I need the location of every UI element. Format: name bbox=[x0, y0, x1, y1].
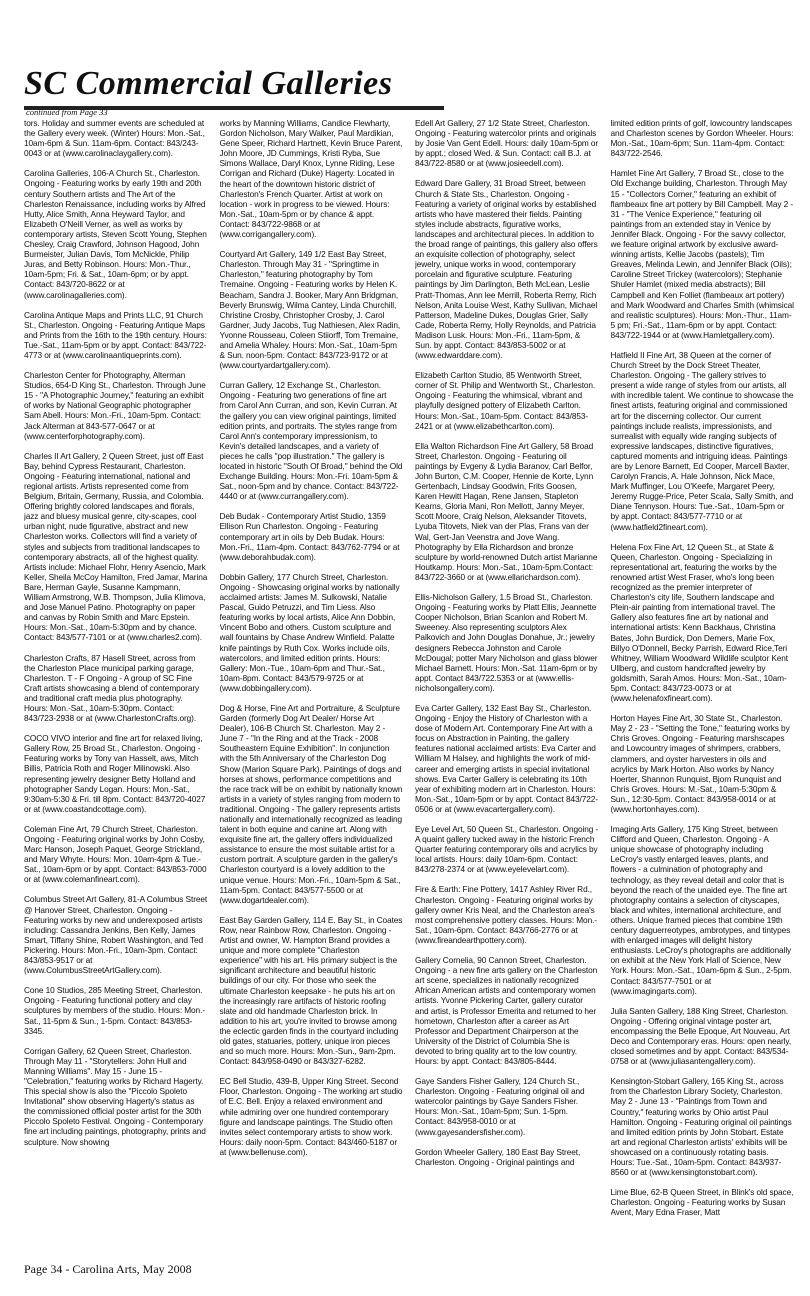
continued-note: continued from Page 33 bbox=[26, 107, 108, 117]
gallery-entry: Helena Fox Fine Art, 12 Queen St., at State & Queen, Charleston. Ongoing - Specializing in representational art, featuring the works by the renowned artist West Fraser, who's long been recognized as the premier interpreter of Charleston's city life, Southern landscape and Plein-air painting from international travel. The Gallery also features fine art by national and international artists: Kenn Backhaus, Christina Bates, John Burdick, Don Demers, Marie Fox, Billyo O'Donnell, Becky Parrish, Edward Rice,Teri Whitney, William Woodward Wildlife sculptor Kent Ullberg, and custom handcrafted jewelry by goldsmith, Sarah Amos. Hours: Mon.-Sat., 10am-5pm. Contact: 843/723-0073 or at (www.helenafoxfineart.com). bbox=[610, 541, 788, 704]
gallery-entry: Charleston Center for Photography, Alterman Studios, 654-D King St., Charleston. Through June 15 - "A Photographic Journey," featuring an exhibit of works by National Geographic photographer Sam Abell. Hours: Mon.-Fri., 10am-5pm. Contact: Jack Alterman at 843-577-0647 or at (www.centerforphotography.com). bbox=[24, 370, 206, 441]
gallery-entry: Coleman Fine Art, 79 Church Street, Charleston. Ongoing - Featuring original works by John Cosby, Marc Hanson, Joseph Paquet, George Strickland, and Mary Whyte. Hours: Mon. 10am-4pm & Tue.-Sat., 10am-6pm or by appt. Contact: 843/853-7000 or at (www.colemanfineart.com). bbox=[24, 823, 207, 885]
gallery-entry: Charleston Crafts, 87 Hasell Street, across from the Charleston Place municipal parking garage, Charleston. T - F Ongoing - A group of SC Fine Craft artists showcasing a blend of contemporary and traditional craft media plus photography. Hours: Mon.-Sat., 10am-5:30pm. Contact: 843/723-2938 or at (www.CharlestonCrafts.org). bbox=[24, 652, 200, 724]
column-3 bbox=[415, 118, 599, 1258]
gallery-entry: Imaging Arts Gallery, 175 King Street, between Clifford and Queen, Charleston. Ongoing - A unique showcase of photography including LeCroy's vastly enlarged leaves, plants, and flowers - a culmination of photography and technology, as they reveal detail and color that is beyond the reach of the unaided eye. The fine art photography contains a selection of cityscapes, black and whites, international architecture, and others. Unique framed pieces that combine 19th century daguerreotypes, ambrotypes, and tintypes with enlarged images will delight history enthusiasts. LeCroy's photographs are additionally on exhibit at the New York Hall of Science, New York. Hours: Mon.-Sat., 10am-6pm & Sun., 2-5pm. Contact: 843/577-7501 or at (www.imagingarts.com). bbox=[610, 824, 792, 996]
gallery-entry: Kensington-Stobart Gallery, 165 King St., across from the Charleston Library Society, Charleston. May 2 - June 13 - "Paintings from Town and Country," featuring works by Ohio artist Paul Hamilton. Ongoing - Featuring original oil paintings and limited edition prints by John Stobart. Estate art and regional Charleston artists' exhibits will be showcased on a continuously rotating basis. Hours: Tue.-Sat., 10am-5pm. Contact: 843/937-8560 or at (www.kensingtonstobart.com). bbox=[610, 1076, 792, 1178]
gallery-entry: Fire & Earth: Fine Pottery, 1417 Ashley River Rd., Charleston. Ongoing - Featuring original works by gallery owner Kris Neal, and the Charleston area's most comprehensive pottery classes. Hours: Mon.-Sat., 10am-6pm. Contact: 843/766-2776 or at (www.fireandearthpottery.com). bbox=[415, 884, 597, 945]
gallery-entry: Curran Gallery, 12 Exchange St., Charleston. Ongoing - Featuring two generations of fine art from Carol Ann Curran, and son, Kevin Curran. At the gallery you can view original paintings, limited edition prints, and portraits. The styles range from Carol Ann's contemporary impressionism, to Kevin's detailed landscapes, and a variety of pieces he calls "pop illustration." The gallery is located in historic "South Of Broad," behind the Old Exchange Building. Hours: Mon.-Fri. 10am-5pm & Sat., noon-5pm and by chance. Contact: 843/722-4440 or at (www.currangallery.com). bbox=[219, 380, 403, 502]
gallery-entry: Columbus Street Art Gallery, 81-A Columbus Street @ Hanover Street, Charleston. Ongoing - Featuring works by new and underexposed artists including: Cassandra Jenkins, Ben Kelly, James Smart, Tiffany Shine, Robert Washington, and Ted Pickering. Hours: Mon.-Fri., 10am-3pm. Contact: 843/853-9517 or at (www.ColumbusStreetArtGallery.com). bbox=[24, 894, 208, 976]
gallery-entry: Hatfield II Fine Art, 38 Queen at the corner of Church Street by the Dock Street Theater, Charleston. Ongoing - The gallery strives to present a wide range of styles from our artists, all with incredible talent. We continue to showcase the finest artists, featuring original and commissioned art for the discerning collector. Our current paintings include realists, impressionists, and surrealist with equally wide ranging subjects of expressive landscapes, distinctive figuratives, captured moments and intriguing ideas. Paintings are by Lenore Barnett, Ed Cooper, Marcell Baxter, Carolyn Francis, A. Hale Johnson, Nick Mace, Mark Muffinger, Lou O'Keefe, Margaret Peery, Jeremy Rugge-Price, Peter Scala, Sally Smith, and Diane Tennyson. Hours: Tue.-Sat., 10am-5pm or by appt. Contact: 843/577-7710 or at (www.hatfield2fineart.com). bbox=[610, 349, 794, 532]
gallery-entry: Gordon Wheeler Gallery, 180 East Bay Street, Charleston. Ongoing - Original paintings and bbox=[415, 1146, 581, 1167]
section-title: SC Commercial Galleries bbox=[24, 65, 393, 102]
column-4 bbox=[611, 118, 795, 1258]
gallery-entry: Dobbin Gallery, 177 Church Street, Charleston. Ongoing - Showcasing original works by nationally acclaimed artists: James M. Sulkowski, Natalie Pascal, Guido Petruzzi, and Tim Liess. Also featuring works by local artists, Alice Ann Dobbin, Vincent Bobo and others. Custom sculpture and wall fountains by Chase Andrew Winfield. Palatte knife paintings by Ruth Cox. Works include oils, watercolors, and limited edition prints. Hours: Gallery: Mon.-Tue., 10am-6pm and Thur.-Sat., 10am-8pm. Contact: 843/579-9725 or at (www.dobbingallery.com). bbox=[219, 571, 400, 693]
gallery-entry: Courtyard Art Gallery, 149 1/2 East Bay Street, Charleston. Through May 31 - "Springtime in Charleston," featuring photography by Tom Tremaine. Ongoing - Featuring works by Helen K. Beacham, Sandra J. Booker, Mary Ann Bridgman, Beverly Brunswig, Wilma Cantey, Linda Churchill, Christine Crosby, Christopher Crosby, J. Carol Gardner, Judy Jacobs, Tug Nathiesen, Alex Radin, Yvonne Rousseau, Coleen Stiiorff, Tom Tremaine, and Amelia Whaley. Hours: Mon.-Sat., 10am-5pm & Sun. noon-5pm. Contact: 843/723-9172 or at (www.courtyardartgallery.com). bbox=[219, 249, 401, 371]
gallery-entry: Ella Walton Richardson Fine Art Gallery, 58 Broad Street, Charleston. Ongoing - Featuring oil paintings by Evgeny & Lydia Baranov, Carl Belfor, John Burton, C.M. Cooper, Hennie de Korte, Lynn Gertenbach, Lindsay Goodwin, Frits Goosen, Karen Hewitt Hagan, Rene Jansen, Stapleton Kearns, Gloria Mani, Ron Mellott, Janny Meyer, Scott Moore, Craig Nelson, Aleksander Titovets, Lyuba Titovets, Niek van der Plas, Frans van der Wal, Gert-Jan Veenstra and Jove Wang. Photography by Ella Richardson and bronze sculpture by world-renowned Dutch artist Marianne Houtkamp. Hours: Mon.-Sat., 10am-5pm.Contact: 843/722-3660 or at (www.ellarichardson.com). bbox=[415, 440, 598, 582]
gallery-entry: Corrigan Gallery, 62 Queen Street, Charleston. Through May 11 - "Storytellers: John Hull and Manning Williams". May 15 - June 15 - "Celebration," featuring works by Richard Hagerty. This special show is also the "Piccolo Spoleto Invitational" show observing Hagerty's status as the commissioned official poster artist for the 30th Piccolo Spoleto Festival. Ongoing - Contemporary fine art including paintings, photography, prints and sculpture. Now showing bbox=[24, 1045, 206, 1147]
gallery-entry: Ellis-Nicholson Gallery, 1.5 Broad St., Charleston. Ongoing - Featuring works by Platt Ellis, Jeannette Cooper Nicholson, Brian Scanlon and Robert M. Sweeney. Also representing sculptors Alex Palkovich and John Douglas Donahue, Jr.; jewelry designers Rebecca Johnston and Carole McDougal; potter Mary Nicholson and glass blower Michael Barnett. Hours: Mon.-Sat. 11am-6pm or by appt. Contact 843/722.5353 or at (www.ellis-nicholsongallery.com). bbox=[415, 592, 598, 693]
column-1 bbox=[24, 118, 208, 1258]
gallery-entry: Elizabeth Carlton Studio, 85 Wentworth Street, corner of St. Philip and Wentworth St., Charleston. Ongoing - Featuring the whimsical, vibrant and playfully designed pottery of Elizabeth Carlton. Hours: Mon.-Sat., 10am-5pm. Contact: 843/853-2421 or at (www.elizabethcarlton.com). bbox=[415, 370, 596, 431]
gallery-listing-columns bbox=[24, 118, 794, 1258]
gallery-entry: Carolina Antique Maps and Prints LLC, 91 Church St., Charleston. Ongoing - Featuring Antique Maps and Prints from the 16th to the 19th century. Hours: Tue.-Sat., 11am-5pm or by appt. Contact: 843/722-4773 or at (www.carolinaantiqueprints.com). bbox=[24, 309, 207, 360]
gallery-entry: Edell Art Gallery, 27 1/2 State Street, Charleston. Ongoing - Featuring watercolor prints and originals by Josie Van Gent Edell. Hours: daily 10am-5pm or by appt.; closed Wed. & Sun. Contact: call B.J. at 843/722-8580 or at (www.josieedell.com). bbox=[415, 118, 599, 169]
gallery-entry: EC Bell Studio, 439-B, Upper King Street. Second Floor, Charleston. Ongoing - The working art studio of E.C. Bell. Enjoy a relaxed environment and while admiring over one hundred contemporary figure and landscape paintings. The Studio often invites select contemporary artists to show work. Hours: daily noon-5pm. Contact: 843/460-5187 or at (www.bellenuse.com). bbox=[219, 1076, 403, 1157]
section-header bbox=[24, 64, 414, 110]
gallery-entry: Hamlet Fine Art Gallery, 7 Broad St., close to the Old Exchange building, Charleston. Through May 15 - "Collectors Corner," featuring an exhibit of flambeaux fine art pottery by Bill Campbell. May 2 - 31 - "The Venice Experience," featuring oil paintings from an extended stay in Venice by Jennifer Black. Ongoing - For the savvy collector, we feature original artwork by exclusive award-winning artists, Kellie Jacobs (pastels); Tim Greaves, Melinda Lewin, and Jennifer Black (Oils); Caroline Street Trickey (watercolors); Stephanie Shuler Hamlet (mixed media abstracts); Bill Campbell and Ken Folliet (flambeaux art pottery) and Mark Woodward and Charles Smith (whimsical and realistic sculptures). Hours: Mon.-Thur., 11am-5 pm; Fri.-Sat., 11am-6pm or by appt. Contact: 843/722-1944 or at (www.Hamletgallery.com). bbox=[610, 168, 794, 340]
gallery-entry: tors. Holiday and summer events are scheduled at the Gallery every week. (Winter) Hours: Mon.-Sat., 10am-6pm & Sun. 11am-6pm. Contact: 843/243-0043 or at (www.carolinaclaygallery.com). bbox=[24, 118, 205, 159]
gallery-entry: Edward Dare Gallery, 31 Broad Street, between Church & State Sts., Charleston. Ongoing - Featuring a variety of original works by established artists who have mastered their fields. Painting styles include abstracts, figurative works, landscapes and architectural pieces. In addition to the broad range of paintings, this gallery also offers an exquisite collection of photography, select jewelry, unique works in wood, contemporary porcelain and figurative sculpture. Featuring paintings by Jim Darlington, Beth McLean, Leslie Pratt-Thomas, Ann lee Merrill, Roberta Remy, Rich Nelson, Anita Louise West, Kathy Sullivan, Michael Patterson, Madeline Dukes, Douglas Grier, Sally Cade, Roberta Remy, Holly Reynolds, and Patricia Madison Lusk. Hours: Mon.-Fri., 11am-5pm, & Sun. by appt. Contact: 843/853-5002 or at (www.edwarddare.com). bbox=[415, 178, 598, 361]
gallery-entry: Julia Santen Gallery, 188 King Street, Charleston. Ongoing - Offering original vintage poster art, encompassing the Belle Epoque, Art Nouveau, Art Deco and Contemporary eras. Hours: open nearly, closed sometimes and by appt. Contact: 843/534-0758 or at (www.juliasantengallery.com). bbox=[610, 1005, 792, 1067]
gallery-entry: Charles II Art Gallery, 2 Queen Street, just off East Bay, behind Cypress Restaurant, Charleston. Ongoing - Featuring international, national and regional artists. Artists represented come from Belgium, Britain, Germany, Russia, and Colombia. Offering brightly colored landscapes and florals, jazz and bluesy musical genre, city-scapes, cool urban night, nude figurative, abstract and new Charleston works. Collectors will find a variety of styles and subjects from traditional landscapes to contemporary abstracts, all of the highest quality. Artists include: Michael Flohr, Henry Asencio, Mark Keller, Sheila McCoy Hamilton, Fred Jamar, Marina Bare, Herman Gayle, Susanne Kampmann, William Armstrong, W.B. Thompson, Julia Klimova, and Jose Manuel Patino. Photography on paper and canvas by Robin Smith and Marc Epstein. Hours: Mon.-Sat., 10am-5:30pm and by chance. Contact: 843/577-7101 or at (www.charles2.com). bbox=[24, 450, 208, 643]
gallery-entry: Cone 10 Studios, 285 Meeting Street, Charleston. Ongoing - Featuring functional pottery and clay sculptures by members of the studio. Hours: Mon.-Sat., 11-5pm & Sun., 1-5pm. Contact: 843/853-3345. bbox=[24, 985, 205, 1036]
gallery-entry: Lime Blue, 62-B Queen Street, in Blink's old space, Charleston. Ongoing - Featuring works by Susan Avent, Mary Edna Fraser, Matt bbox=[610, 1187, 794, 1218]
gallery-entry: Deb Budak - Contemporary Artist Studio, 1359 Ellison Run Charleston. Ongoing - Featuring contemporary art in oils by Deb Budak. Hours: Mon.-Fri., 11am-4pm. Contact: 843/762-7794 or at (www.deborahbudak.com). bbox=[219, 511, 400, 562]
gallery-entry: Dog & Horse, Fine Art and Portraiture, & Sculpture Garden (formerly Dog Art Dealer/ Horse Art Dealer), 106-B Church St. Charleston. May 2 - June 7 - "In the Ring and at the Track - 2008 Southeastern Equine Exhibition". In conjunction with the 5th Anniversary of the Charleston Dog Show (Marion Square Park). Paintings of dogs and horses at shows, performance competitions and the race track will be on exhibit by nationally known artists in a variety of styles ranging from modern to traditional. Ongoing - The gallery represents artists nationally and internationally recognized as leading talent in both equine and canine art. Along with exquisite fine art, the gallery offers individualized assistance to ensure the most suitable artist for a custom portrait. A sculpture garden in the gallery's Charleston courtyard is a lovely addition to the unique venue. Hours: Mon.-Fri., 10am-5pm & Sat., 11am-5pm. Contact: 843/577-5500 or at (www.dogartdealer.com). bbox=[219, 702, 403, 905]
column-2 bbox=[220, 118, 404, 1258]
gallery-entry: COCO VIVO interior and fine art for relaxed living, Gallery Row, 25 Broad St., Charleston. Ongoing - Featuring works by Tony van Hasselt, aws, Mitch Billis, Patricia Roth and Roger Milinowski. Also representing jewelry designer Betty Holland and photographer Sandy Logan. Hours: Mon.-Sat., 9:30am-5:30 & Fri. till 8pm. Contact: 843/720-4027 or at (www.coastandcottage.com). bbox=[24, 733, 206, 814]
gallery-entry: Horton Hayes Fine Art, 30 State St., Charleston. May 2 - 23 - "Setting the Tone," featuring works by Chris Groves. Ongoing - Featuring marshscapes and Lowcountry images of shrimpers, crabbers, clammers, and oyster harvesters in oils and acrylics by Mark Horton. Also works by Nancy Hoerter, Shannon Runquist, Bjorn Runquist and Chris Groves. Hours: M.-Sat., 10am-5:30pm & Sun., 12:30-5pm. Contact: 843/958-0014 or at (www.hortonhayes.com). bbox=[610, 713, 790, 814]
gallery-entry: limited edition prints of golf, lowcountry landscapes and Charleston scenes by Gordon Wheeler. Hours: Mon.-Sat., 10am-6pm; Sun. 11am-4pm. Contact: 843/722-2546. bbox=[610, 118, 794, 159]
gallery-entry: Eye Level Art, 50 Queen St., Charleston. Ongoing - A quaint gallery tucked away in the historic French Quarter featuring contemporary oils and acrylics by local artists. Hours: daily 10am-6pm. Contact: 843/278-2374 or at (www.eyelevelart.com). bbox=[415, 824, 599, 875]
gallery-entry: works by Manning Williams, Candice Flewharty, Gordon Nicholson, Mary Walker, Paul Mardikian, Gene Speer, Richard Hartnett, Kevin Bruce Parent, John Moore, JD Cummings, Kristi Ryba, Sue Simons Wallace, Daryl Knox, Lynne Riding, Lese Corrigan and Richard (Duke) Hagerty. Located in the heart of the downtown historic district of Charleston's French Quarter. Artist at work on location - work in progress to be viewed. Hours: Mon.-Sat., 10am-5pm or by chance & appt. Contact: 843/722-9868 or at (www.corrigangallery.com). bbox=[219, 118, 403, 240]
gallery-entry: Gallery Cornelia, 90 Cannon Street, Charleston. Ongoing - a new fine arts gallery on the Charleston art scene, specializes in nationally recognized African American artists and contemporary women artists. Yvonne Pickering Carter, gallery curator and artist, is Professor Emerita and returned to her hometown, Charleston after a career as Art Professor and Department Chairperson at the University of the District of Columbia She is devoted to bring quality art to the low country. Hours: by appt. Contact: 843/805-8444. bbox=[415, 955, 598, 1066]
page-footer: Page 34 - Carolina Arts, May 2008 bbox=[24, 1262, 192, 1276]
gallery-entry: Carolina Galleries, 106-A Church St., Charleston. Ongoing - Featuring works by early 19th and 20th century Southern artists and The Art of the Charleston Renaissance, including works by Alfred Hutty, Alice Smith, Anna Heyward Taylor, and Elizabeth O'Neill Verner, as well as works by contemporary artists, Steven Scott Young, Stephen Chesley, Craig Crawford, Johnson Hagood, John Burmeister, Julian Davis, Tom McNickle, Philip Juras, and Betty Robinson. Hours: Mon.-Thur., 10am-5pm; Fri. & Sat., 10am-6pm; or by appt. Contact: 843/720-8622 or at (www.carolinagalleries.com). bbox=[24, 168, 207, 300]
gallery-entry: East Bay Garden Gallery, 114 E. Bay St., in Coates Row, near Rainbow Row, Charleston. Ongoing - Artist and owner, W. Hampton Brand provides a unique and more complete "Charleston experience" with his art. His primary subject is the significant architecture and beautiful historic buildings of our city. For those who seek the ultimate Charleston keepsake - he puts his art on the increasingly rare artifacts of historic roofing slate and old handmade Charleston brick. In addition to his art, you're invited to browse among the eclectic garden finds in the courtyard including old gates, statuaries, pottery, unique iron pieces and so much more. Hours: Mon.-Sun., 9am-2pm. Contact: 843/958-0490 or 843/327-6282. bbox=[219, 914, 403, 1067]
gallery-entry: Eva Carter Gallery, 132 East Bay St., Charleston. Ongoing - Enjoy the History of Charleston with a dose of Modern Art. Contemporary Fine Art with a focus on Abstraction in Painting, the gallery features national acclaimed artists: Eva Carter and William M Halsey, and highlights the work of mid-career and emerging artists in special invitational shows. Eva Carter Gallery is celebrating its 10th year of exhibiting modern art in Charleston. Hours: Mon.-Sat., 10am-5pm or by appt. Contact 843/722-0506 or at (www.evacartergallery.com). bbox=[415, 702, 598, 814]
gallery-entry: Gaye Sanders Fisher Gallery, 124 Church St., Charleston. Ongoing - Featuring original oil and watercolor paintings by Gaye Sanders Fisher. Hours: Mon.-Sat., 10am-5pm; Sun. 1-5pm. Contact: 843/958-0010 or at (www.gayesandersfisher.com). bbox=[415, 1076, 585, 1137]
